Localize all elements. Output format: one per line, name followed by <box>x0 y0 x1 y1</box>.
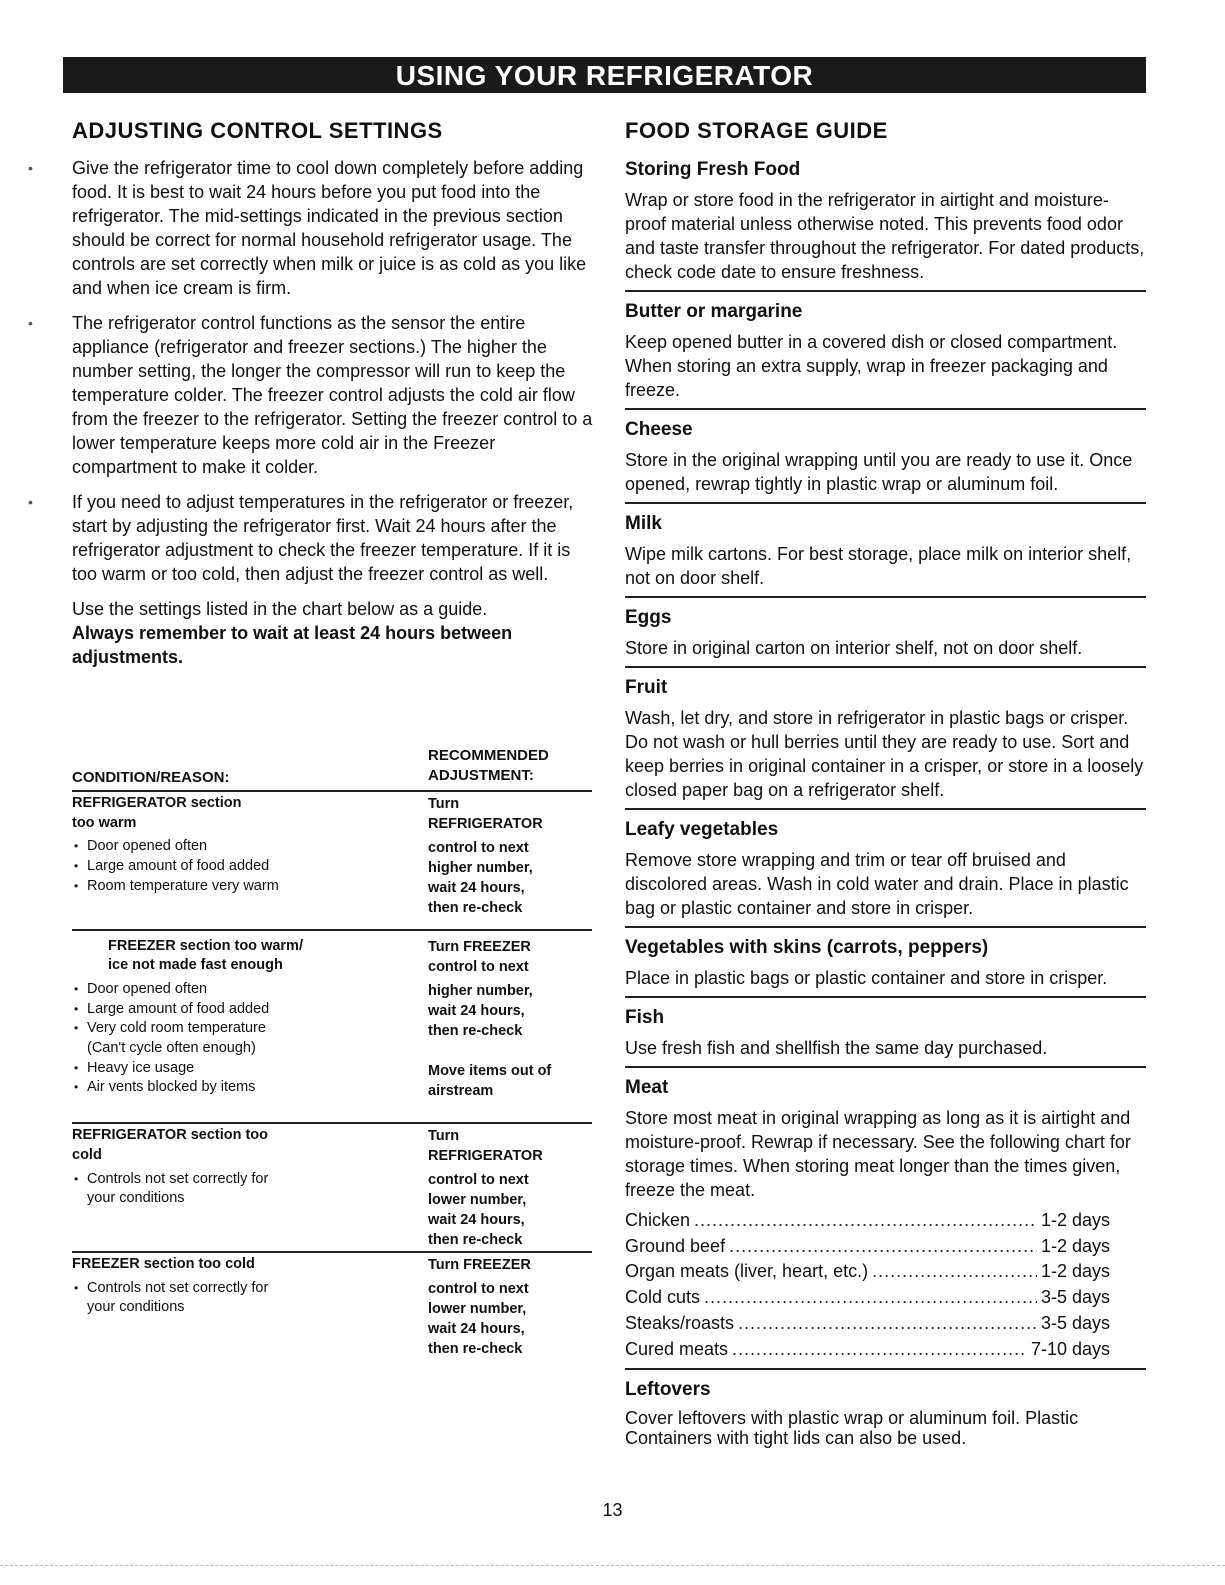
storage-section <box>625 158 1146 292</box>
adjustment-line: control to next <box>428 1172 529 1189</box>
adjustment-line: Turn <box>428 1128 460 1145</box>
storage-section-title: Cheese <box>625 419 693 440</box>
adjustment-line: Move items out of <box>428 1062 552 1079</box>
meat-storage-times <box>625 1208 1146 1362</box>
adjusting-controls-column <box>28 118 598 669</box>
meat-time: 3-5 days <box>1040 1312 1110 1333</box>
condition-cell <box>72 1126 412 1209</box>
condition-cell <box>72 1255 412 1318</box>
meat-name: Ground beef <box>625 1235 726 1256</box>
food-storage-column <box>625 118 1146 1462</box>
storage-section-body: Use fresh fish and shellfish the same day purchased. <box>625 1038 1048 1058</box>
condition-head: cold <box>72 1146 102 1163</box>
storage-section-body: Store most meat in original wrapping as long as it is airtight and moisture-proof. Rewrap if necessary. See the following chart for storage times. When storing meat longer than the times given, freeze the meat. <box>625 1108 1131 1200</box>
condition-head: too warm <box>72 814 137 831</box>
meat-name: Organ meats (liver, heart, etc.) <box>625 1261 869 1282</box>
storage-section-title: Fish <box>625 1007 665 1028</box>
adjustment-header-line: ADJUSTMENT: <box>428 767 534 784</box>
condition-item: your conditions <box>87 1190 185 1207</box>
storage-section-title: Milk <box>625 513 662 534</box>
adjustment-line: REFRIGERATOR <box>428 816 543 832</box>
condition-head: FREEZER section too cold <box>72 1255 255 1272</box>
list-item <box>625 1208 1110 1234</box>
storage-section <box>625 1006 1146 1068</box>
meat-name: Cured meats <box>625 1338 729 1359</box>
meat-time: 3-5 days <box>1040 1287 1110 1308</box>
storage-section-body: Wash, let dry, and store in refrigerator in plastic bags or crisper. Do not wash or hull berries until they are ready to use. Sort and keep berries in original container in a crisper, or store in a loosely closed paper bag on a refrigerator shelf. <box>625 708 1144 800</box>
adjustment-line: Turn FREEZER <box>428 1256 531 1273</box>
adjustment-extra-cell <box>428 1061 598 1101</box>
list-item <box>625 1311 1110 1337</box>
storage-section-body: Cover leftovers with plastic wrap or aluminum foil. Plastic Containers with tight lids can also be used. <box>625 1408 1079 1449</box>
condition-item: • Very cold room temperature <box>72 1019 412 1039</box>
adjustment-line: control to next <box>428 1280 529 1297</box>
storage-section-body: Keep opened butter in a covered dish or closed compartment. When storing an extra supply, wrap in freezer packaging and freeze. <box>625 332 1118 400</box>
storage-section <box>625 676 1146 810</box>
condition-item: • Room temperature very warm <box>72 877 412 897</box>
adjustment-line: wait 24 hours, <box>428 1212 525 1229</box>
guide-text: Use the settings listed in the chart below as a guide. <box>72 599 488 619</box>
meat-name: Chicken <box>625 1210 691 1230</box>
adjustment-line: REFRIGERATOR <box>428 1148 543 1165</box>
adjustment-line: wait 24 hours, <box>428 1002 525 1019</box>
adjustment-line: wait 24 hours, <box>428 880 525 896</box>
adjustment-cell <box>428 1126 598 1250</box>
adjustment-header <box>428 746 549 786</box>
meat-time: 1-2 days <box>1040 1261 1110 1282</box>
meat-name: Steaks/roasts <box>625 1312 735 1333</box>
adjustment-line: Turn FREEZER <box>428 938 531 955</box>
meat-section <box>625 1076 1146 1370</box>
condition-item: • Door opened often <box>72 837 412 857</box>
condition-head: ice not made fast enough <box>108 957 283 974</box>
storage-section <box>625 300 1146 410</box>
meat-time: 7-10 days <box>1030 1338 1110 1359</box>
list-item: • If you need to adjust temperatures in the refrigerator or freezer, start by adjusting the refrigerator first. Wait 24 hours after the refrigerator adjustment to check the freezer temperature. If it is too warm or too cold, then adjust the freezer control as well. <box>28 490 598 586</box>
storage-section-body: Remove store wrapping and trim or tear off bruised and discolored areas. Wash in cold water and drain. Place in plastic bag or plastic container and store in crisper. <box>625 850 1129 918</box>
storage-section-body: Place in plastic bags or plastic container and store in crisper. <box>625 968 1108 988</box>
condition-item: • Air vents blocked by items <box>72 1078 412 1098</box>
storage-section-title: Butter or margarine <box>625 301 803 322</box>
meat-time: 1-2 days <box>1040 1235 1110 1256</box>
storage-section <box>625 512 1146 598</box>
storage-section-title: Storing Fresh Food <box>625 159 801 180</box>
condition-item: • Large amount of food added <box>72 1000 412 1020</box>
storage-section-body: Wipe milk cartons. For best storage, place milk on interior shelf, not on door shelf. <box>625 544 1132 588</box>
table-row <box>72 1124 592 1251</box>
storage-section <box>625 936 1146 998</box>
adjustment-line: control to next <box>428 840 529 856</box>
condition-item: • Door opened often <box>72 980 412 1000</box>
storage-section-title: Eggs <box>625 607 672 628</box>
adjustment-line: higher number, <box>428 860 533 876</box>
condition-item: your conditions <box>87 1299 185 1316</box>
storage-section-title: Meat <box>625 1077 669 1098</box>
adjustment-line: airstream <box>428 1082 494 1099</box>
condition-head: REFRIGERATOR section too <box>72 1127 269 1144</box>
page-number: 13 <box>602 1500 623 1520</box>
instruction-list <box>28 156 598 586</box>
list-item: • The refrigerator control functions as the sensor the entire appliance (refrigerator and freezer sections.) The higher the number setting, the longer the compressor will run to keep the temperature colder. The freezer control adjusts the cold air flow from the freezer to the refrigerator. Setting the freezer control to a lower temperature keeps more cold air in the Freezer compartment to make it colder. <box>28 311 598 479</box>
list-item <box>625 1337 1110 1363</box>
condition-head: FREEZER section too warm/ <box>108 937 303 954</box>
condition-cell <box>72 794 412 897</box>
adjustment-line: higher number, <box>428 982 533 999</box>
condition-head: REFRIGERATOR section <box>72 795 242 811</box>
adjustment-line: wait 24 hours, <box>428 1320 525 1337</box>
meat-name: Cold cuts <box>625 1287 701 1308</box>
storage-section-title: Vegetables with skins (carrots, peppers) <box>625 937 989 958</box>
guide-paragraph <box>28 597 598 669</box>
condition-item: • Large amount of food added <box>72 857 412 877</box>
adjustment-table <box>72 742 592 1357</box>
storage-section <box>625 418 1146 504</box>
storage-section-body: Store in the original wrapping until you are ready to use it. Once opened, rewrap tightly in plastic wrap or aluminum foil. <box>625 450 1133 494</box>
adjustment-cell <box>428 1255 598 1359</box>
section-title: FOOD STORAGE GUIDE <box>625 118 888 143</box>
condition-item: • Controls not set correctly for <box>72 1279 412 1299</box>
section-title: ADJUSTING CONTROL SETTINGS <box>72 118 443 143</box>
adjustment-line: then re-check <box>428 900 523 916</box>
adjustment-line: then re-check <box>428 1022 523 1039</box>
page-banner: USING YOUR REFRIGERATOR <box>63 57 1146 93</box>
adjustment-line: Turn <box>428 796 460 812</box>
adjustment-line: then re-check <box>428 1232 523 1249</box>
adjustment-line: lower number, <box>428 1300 527 1317</box>
guide-bold-text: Always remember to wait at least 24 hours between adjustments. <box>72 623 513 667</box>
table-row <box>72 792 592 929</box>
condition-item: • Controls not set correctly for <box>72 1170 412 1190</box>
table-row <box>72 1253 592 1357</box>
list-item <box>625 1285 1110 1311</box>
storage-section-title: Leafy vegetables <box>625 819 779 840</box>
storage-section <box>625 818 1146 928</box>
condition-item: (Can't cycle often enough) <box>87 1040 256 1057</box>
storage-section-body: Wrap or store food in the refrigerator in airtight and moisture-proof material unless otherwise noted. This prevents food odor and taste transfer throughout the refrigerator. For dated products, check code date to ensure freshness. <box>625 190 1145 282</box>
table-row <box>72 931 592 1123</box>
storage-section-title: Fruit <box>625 677 668 698</box>
list-item: • Give the refrigerator time to cool down completely before adding food. It is best to wait 24 hours before you put food into the refrigerator. The mid-settings indicated in the previous section should be correct for normal household refrigerator usage. The controls are set correctly when milk or juice is as cold as you like and when ice cream is firm. <box>28 156 598 300</box>
condition-cell <box>72 937 412 1099</box>
adjustment-cell <box>428 794 598 918</box>
list-item <box>625 1234 1110 1260</box>
adjustment-line: lower number, <box>428 1192 527 1209</box>
condition-header: CONDITION/REASON: <box>72 769 230 786</box>
adjustment-line: then re-check <box>428 1340 523 1357</box>
storage-section <box>625 1378 1146 1454</box>
storage-section-title: Leftovers <box>625 1379 711 1401</box>
adjustment-line: control to next <box>428 958 529 975</box>
adjustment-cell <box>428 937 598 1041</box>
adjustment-header-line: RECOMMENDED <box>428 747 549 764</box>
meat-time: 1-2 days <box>1040 1210 1110 1230</box>
list-item <box>625 1259 1110 1285</box>
table-header <box>72 742 592 790</box>
condition-item: • Heavy ice usage <box>72 1059 412 1079</box>
storage-section-body: Store in original carton on interior shelf, not on door shelf. <box>625 638 1083 658</box>
storage-section <box>625 606 1146 668</box>
